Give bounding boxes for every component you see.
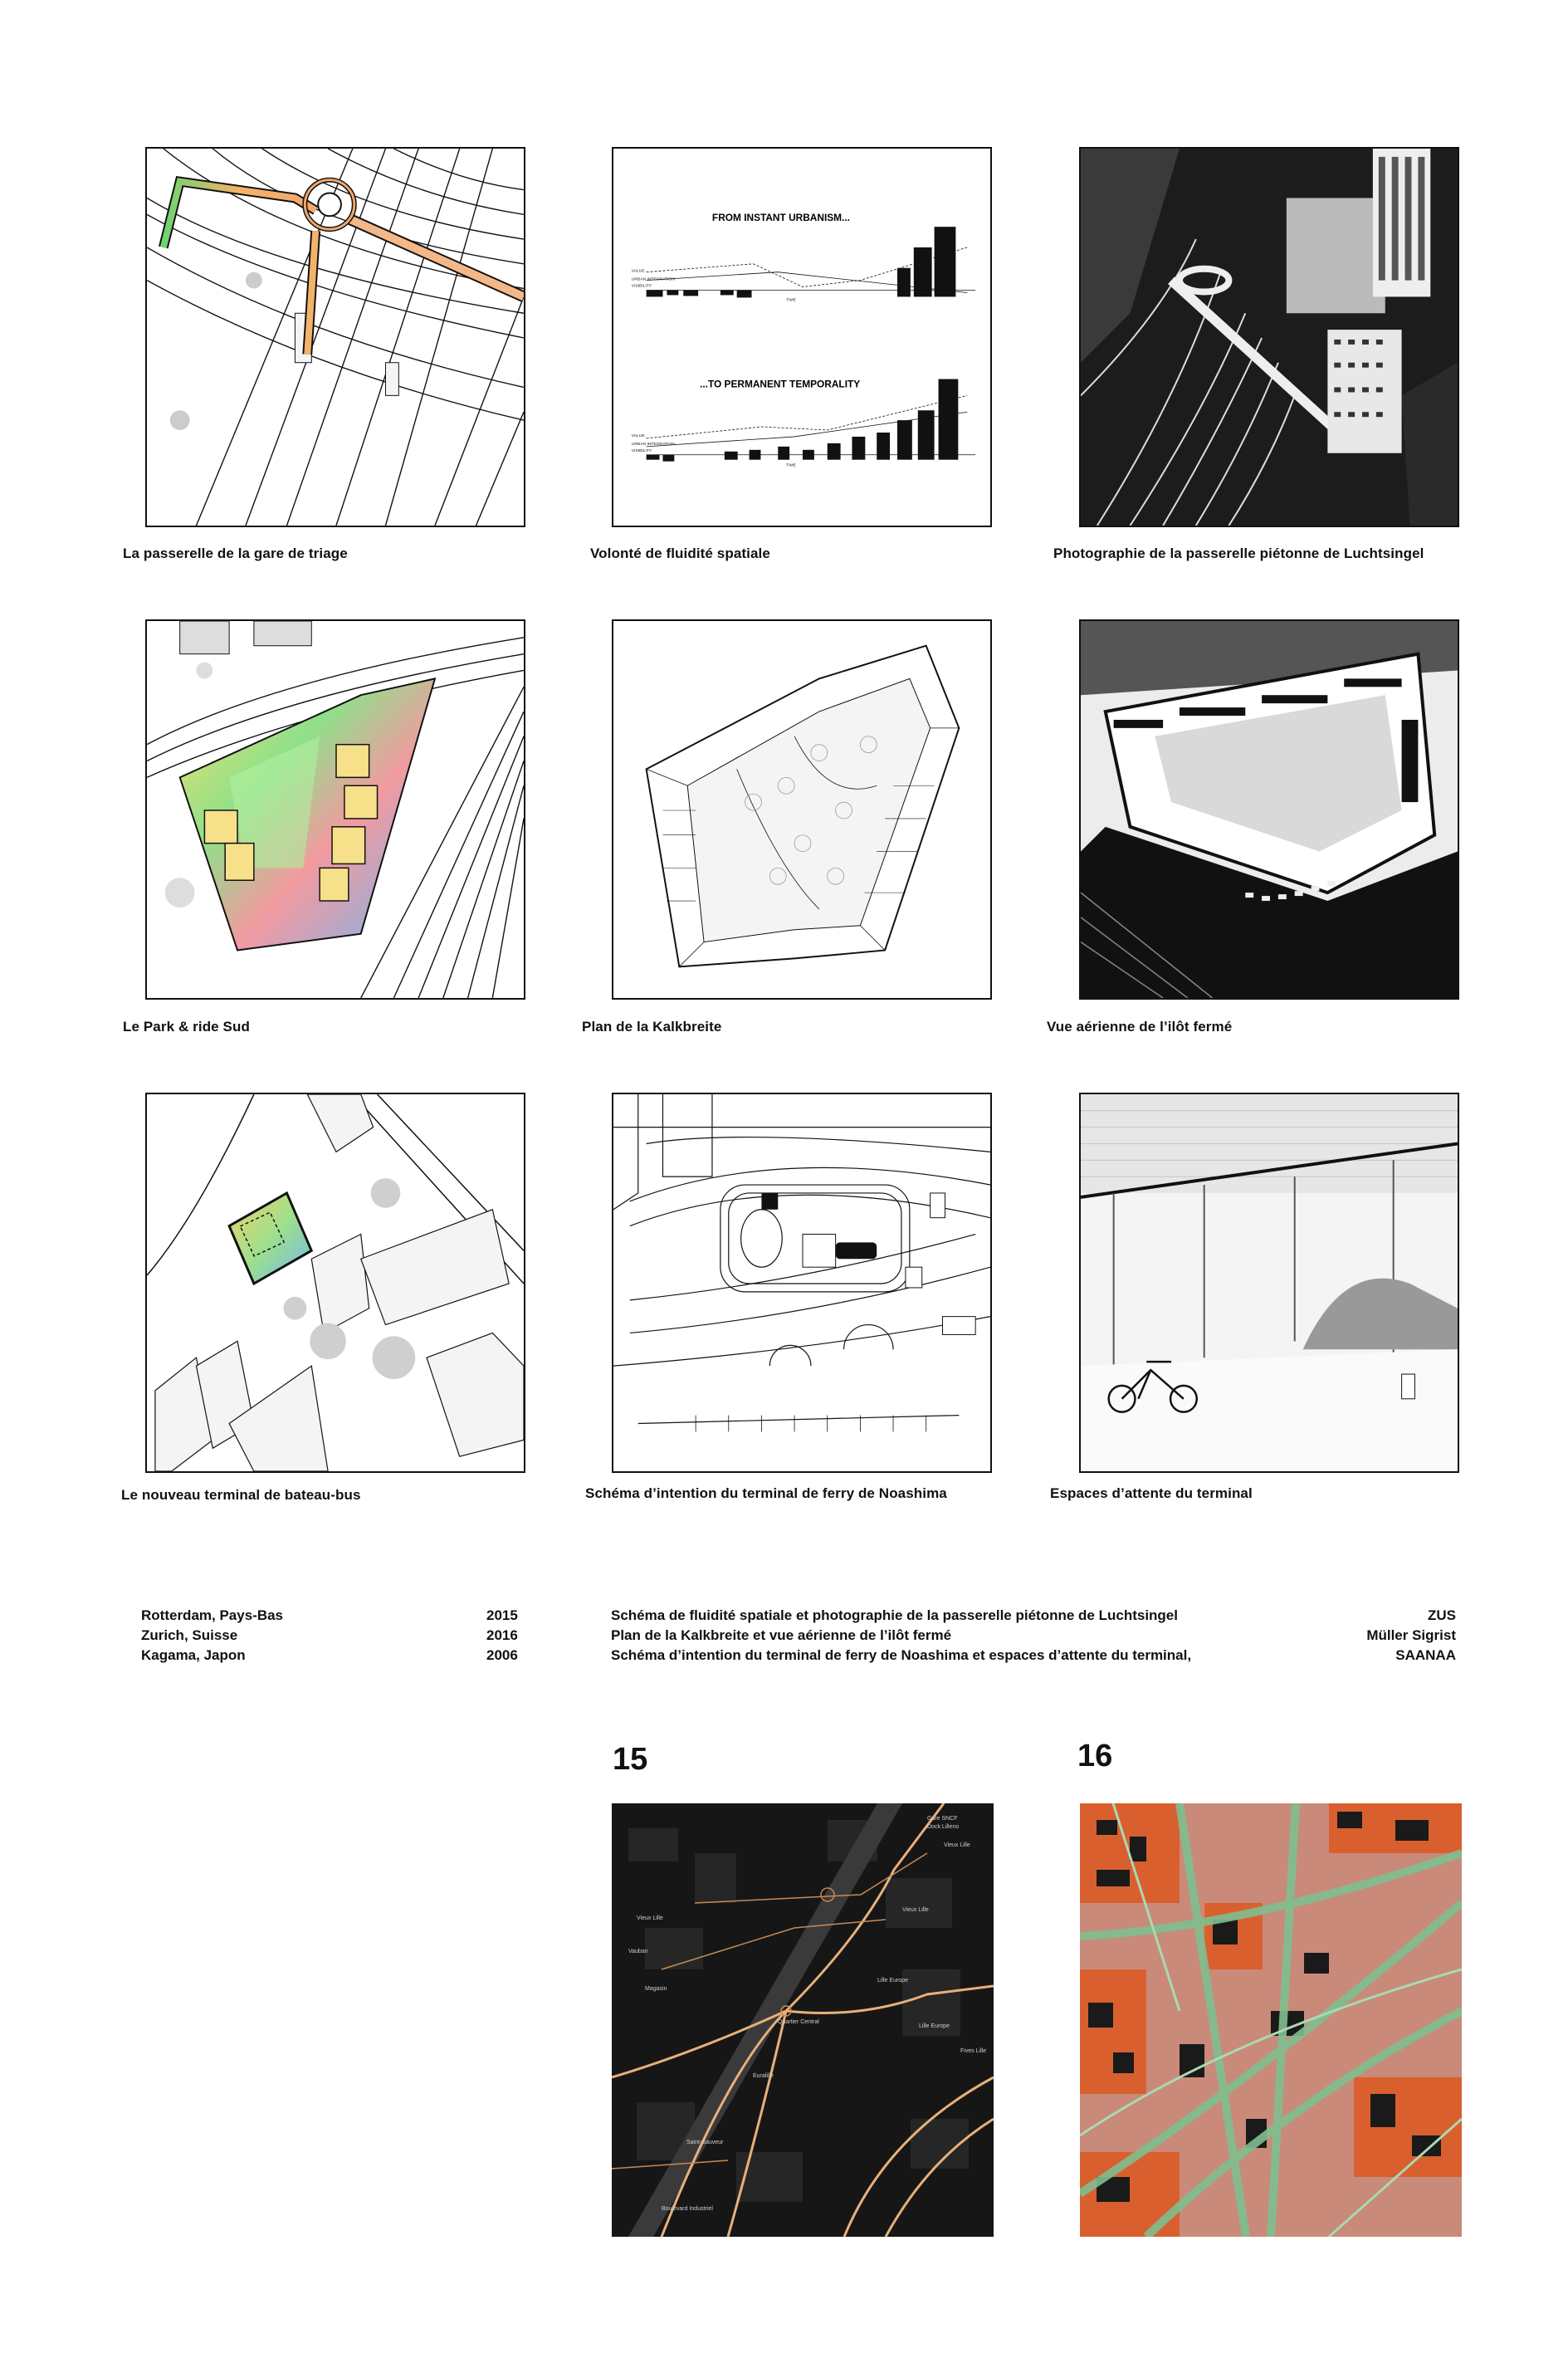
svg-text:Vieux Lille: Vieux Lille <box>902 1907 929 1913</box>
svg-text:TIME: TIME <box>786 298 796 303</box>
terminal-waiting-space-photo <box>1079 1093 1459 1473</box>
caption-footbridge: La passerelle de la gare de triage <box>123 545 348 561</box>
closed-block-aerial-photo <box>1079 619 1459 1000</box>
svg-text:URBAN INTEGRATION: URBAN INTEGRATION <box>631 442 675 447</box>
credit-place-3: Kagama, Japon <box>141 1647 246 1663</box>
svg-text:Euralille: Euralille <box>753 2073 774 2079</box>
green-orange-map <box>1080 1803 1462 2237</box>
credit-description-1: Schéma de fluidité spatiale et photographie de la passerelle piétonne de Luchtsingel <box>611 1607 1178 1623</box>
svg-text:URBAN INTEGRATION: URBAN INTEGRATION <box>631 277 675 282</box>
svg-text:Magasin: Magasin <box>645 1986 667 1992</box>
svg-text:Dock Lilleno: Dock Lilleno <box>927 1824 960 1830</box>
credit-description-2: Plan de la Kalkbreite et vue aérienne de l’ilôt fermé <box>611 1627 952 1643</box>
svg-text:VISIBILITY: VISIBILITY <box>631 448 652 453</box>
noashima-intention-drawing <box>612 1093 992 1473</box>
kalkbreite-plan <box>612 619 992 1000</box>
credit-year-1: 2015 <box>486 1607 518 1623</box>
caption-luchtsingel: Photographie de la passerelle piétonne de Luchtsingel <box>1053 545 1424 561</box>
credit-place-2: Zurich, Suisse <box>141 1627 238 1643</box>
caption-fluidity: Volonté de fluidité spatiale <box>590 545 770 561</box>
svg-text:Fives Lille: Fives Lille <box>960 2048 987 2054</box>
svg-text:Lille Europe: Lille Europe <box>919 2023 950 2029</box>
credit-place-1: Rotterdam, Pays-Bas <box>141 1607 284 1623</box>
caption-waiting-space: Espaces d’attente du terminal <box>1050 1485 1253 1501</box>
park-ride-axonometric <box>145 619 525 1000</box>
figure-number-15: 15 <box>613 1742 648 1777</box>
svg-text:Gare SNCF: Gare SNCF <box>927 1816 958 1822</box>
dark-routes-map <box>612 1803 994 2237</box>
svg-text:Lille Europe: Lille Europe <box>877 1978 908 1984</box>
svg-text:Vauban: Vauban <box>628 1949 648 1954</box>
credit-year-3: 2006 <box>486 1647 518 1663</box>
credit-author-1: ZUS <box>1428 1607 1456 1623</box>
boat-bus-terminal-axonometric <box>145 1093 525 1473</box>
svg-text:Quartier Central: Quartier Central <box>778 2019 819 2025</box>
fluidity-diagram <box>612 147 992 527</box>
svg-text:VALUE: VALUE <box>631 269 645 274</box>
credit-author-2: Müller Sigrist <box>1366 1627 1456 1643</box>
caption-boat-bus: Le nouveau terminal de bateau-bus <box>121 1487 361 1503</box>
svg-text:Vieux Lille: Vieux Lille <box>637 1915 663 1921</box>
svg-text:VISIBILITY: VISIBILITY <box>631 284 652 289</box>
caption-noashima: Schéma d’intention du terminal de ferry de Noashima <box>585 1485 947 1501</box>
diagram-bottom-title: ...TO PERMANENT TEMPORALITY <box>700 378 861 390</box>
credit-year-2: 2016 <box>486 1627 518 1643</box>
luchtsingel-photo <box>1079 147 1459 527</box>
svg-text:Boulevard Industriel: Boulevard Industriel <box>662 2206 713 2212</box>
svg-text:Vieux Lille: Vieux Lille <box>944 1842 970 1848</box>
svg-text:VALUE: VALUE <box>631 433 645 438</box>
credit-author-3: SAANAA <box>1395 1647 1456 1663</box>
footbridge-plan-image <box>145 147 525 527</box>
caption-park-ride: Le Park & ride Sud <box>123 1019 250 1035</box>
svg-text:TIME: TIME <box>786 463 796 468</box>
figure-number-16: 16 <box>1077 1739 1113 1773</box>
credit-description-3: Schéma d’intention du terminal de ferry de Noashima et espaces d’attente du terminal, <box>611 1647 1192 1663</box>
caption-aerial: Vue aérienne de l’ilôt fermé <box>1047 1019 1233 1035</box>
diagram-top-title: FROM INSTANT URBANISM... <box>711 212 850 224</box>
svg-text:Saint-Sauveur: Saint-Sauveur <box>686 2140 724 2145</box>
caption-kalkbreite: Plan de la Kalkbreite <box>582 1019 722 1035</box>
